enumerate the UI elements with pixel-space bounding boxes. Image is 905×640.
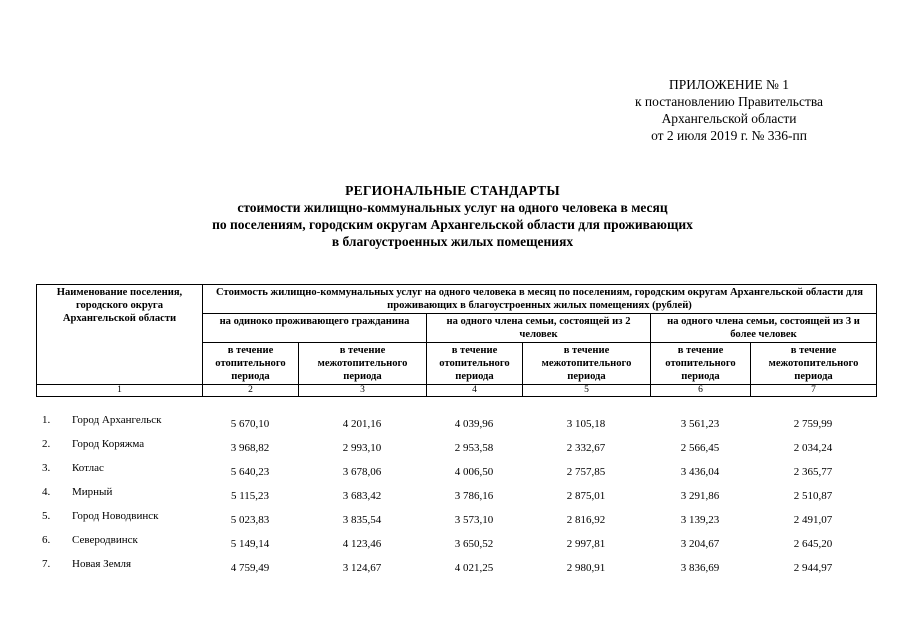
cost-value: 2 034,24 xyxy=(793,442,833,454)
cost-value: 5 670,10 xyxy=(230,418,270,430)
table-row xyxy=(36,534,876,558)
cost-value: 3 124,67 xyxy=(342,562,382,574)
table-row xyxy=(36,414,876,438)
header-settlement-name: Наименование поселения, городского округа Архангельской области xyxy=(37,285,203,385)
title-line-1: стоимости жилищно-коммунальных услуг на одного человека в месяц xyxy=(237,200,668,215)
table-row xyxy=(36,558,876,582)
table-row xyxy=(36,438,876,462)
cost-value: 3 683,42 xyxy=(342,490,382,502)
cost-value: 3 105,18 xyxy=(566,418,606,430)
cost-value: 3 204,67 xyxy=(680,538,720,550)
document-title xyxy=(0,182,905,250)
appendix-region: Архангельской области xyxy=(661,111,797,126)
cost-value: 3 835,54 xyxy=(342,514,382,526)
cost-value: 5 640,23 xyxy=(230,466,270,478)
cost-value: 4 021,25 xyxy=(454,562,494,574)
cost-value: 4 201,16 xyxy=(342,418,382,430)
row-number: 6. xyxy=(42,534,51,546)
cost-value: 3 561,23 xyxy=(680,418,720,430)
column-number: 4 xyxy=(427,385,523,397)
header-group-three-plus: на одного члена семьи, состоящей из 3 и более человек xyxy=(651,314,877,343)
column-number: 7 xyxy=(751,385,877,397)
cost-value: 3 786,16 xyxy=(454,490,494,502)
table-row xyxy=(36,462,876,486)
appendix-date: от 2 июля 2019 г. № 336-пп xyxy=(651,128,807,143)
cost-value: 5 023,83 xyxy=(230,514,270,526)
column-number: 1 xyxy=(37,385,203,397)
cost-value: 2 944,97 xyxy=(793,562,833,574)
appendix-header xyxy=(609,76,849,144)
cost-value: 3 436,04 xyxy=(680,466,720,478)
cost-value: 2 566,45 xyxy=(680,442,720,454)
table-row xyxy=(36,510,876,534)
table-header xyxy=(36,284,877,397)
header-group-two: на одного члена семьи, состоящей из 2 человек xyxy=(427,314,651,343)
column-number: 6 xyxy=(651,385,751,397)
header-heating: в течение отопительного периода xyxy=(427,343,523,385)
cost-value: 2 980,91 xyxy=(566,562,606,574)
row-number: 5. xyxy=(42,510,51,522)
cost-value: 3 291,86 xyxy=(680,490,720,502)
row-number: 4. xyxy=(42,486,51,498)
cost-value: 2 365,77 xyxy=(793,466,833,478)
settlement-name: Новая Земля xyxy=(72,558,132,570)
cost-value: 4 759,49 xyxy=(230,562,270,574)
title-line-2: по поселениям, городским округам Архангельской области для проживающих xyxy=(212,217,693,232)
data-table xyxy=(36,414,876,582)
table-row xyxy=(36,486,876,510)
cost-value: 2 491,07 xyxy=(793,514,833,526)
header-heating: в течение отопительного периода xyxy=(651,343,751,385)
settlement-name: Город Коряжма xyxy=(72,438,145,450)
header-group-single: на одиноко проживающего гражданина xyxy=(203,314,427,343)
cost-value: 3 650,52 xyxy=(454,538,494,550)
cost-value: 2 759,99 xyxy=(793,418,833,430)
header-cost: Стоимость жилищно-коммунальных услуг на одного человека в месяц по поселениям, городским округам Архангельской области для проживающих в благоустроенных жилых помещениях (рублей) xyxy=(203,285,877,314)
row-number: 7. xyxy=(42,558,51,570)
row-number: 2. xyxy=(42,438,51,450)
appendix-resolution: к постановлению Правительства xyxy=(634,94,824,109)
cost-value: 5 149,14 xyxy=(230,538,270,550)
cost-value: 2 332,67 xyxy=(566,442,606,454)
cost-value: 2 645,20 xyxy=(793,538,833,550)
cost-value: 3 968,82 xyxy=(230,442,270,454)
row-number: 1. xyxy=(42,414,51,426)
appendix-label: ПРИЛОЖЕНИЕ № 1 xyxy=(668,77,790,92)
row-number: 3. xyxy=(42,462,51,474)
settlement-name: Котлас xyxy=(72,462,104,474)
cost-value: 2 875,01 xyxy=(566,490,606,502)
cost-value: 4 123,46 xyxy=(342,538,382,550)
cost-value: 4 006,50 xyxy=(454,466,494,478)
title-line-3: в благоустроенных жилых помещениях xyxy=(331,234,574,249)
cost-value: 2 953,58 xyxy=(454,442,494,454)
column-number: 5 xyxy=(523,385,651,397)
settlement-name: Город Новодвинск xyxy=(72,510,159,522)
cost-value: 3 139,23 xyxy=(680,514,720,526)
column-number: 2 xyxy=(203,385,299,397)
cost-value: 2 816,92 xyxy=(566,514,606,526)
settlement-name: Мирный xyxy=(72,486,113,498)
cost-value: 5 115,23 xyxy=(230,490,270,502)
settlement-name: Город Архангельск xyxy=(72,414,162,426)
header-nonheating: в течение межотопительного периода xyxy=(523,343,651,385)
title-main: РЕГИОНАЛЬНЫЕ СТАНДАРТЫ xyxy=(345,183,560,198)
column-number: 3 xyxy=(299,385,427,397)
cost-value: 3 573,10 xyxy=(454,514,494,526)
header-nonheating: в течение межотопительного периода xyxy=(299,343,427,385)
header-nonheating: в течение межотопительного периода xyxy=(751,343,877,385)
cost-value: 2 997,81 xyxy=(566,538,606,550)
settlement-name: Северодвинск xyxy=(72,534,138,546)
cost-value: 3 678,06 xyxy=(342,466,382,478)
cost-value: 4 039,96 xyxy=(454,418,494,430)
cost-value: 3 836,69 xyxy=(680,562,720,574)
cost-value: 2 993,10 xyxy=(342,442,382,454)
cost-value: 2 757,85 xyxy=(566,466,606,478)
cost-value: 2 510,87 xyxy=(793,490,833,502)
header-heating: в течение отопительного периода xyxy=(203,343,299,385)
